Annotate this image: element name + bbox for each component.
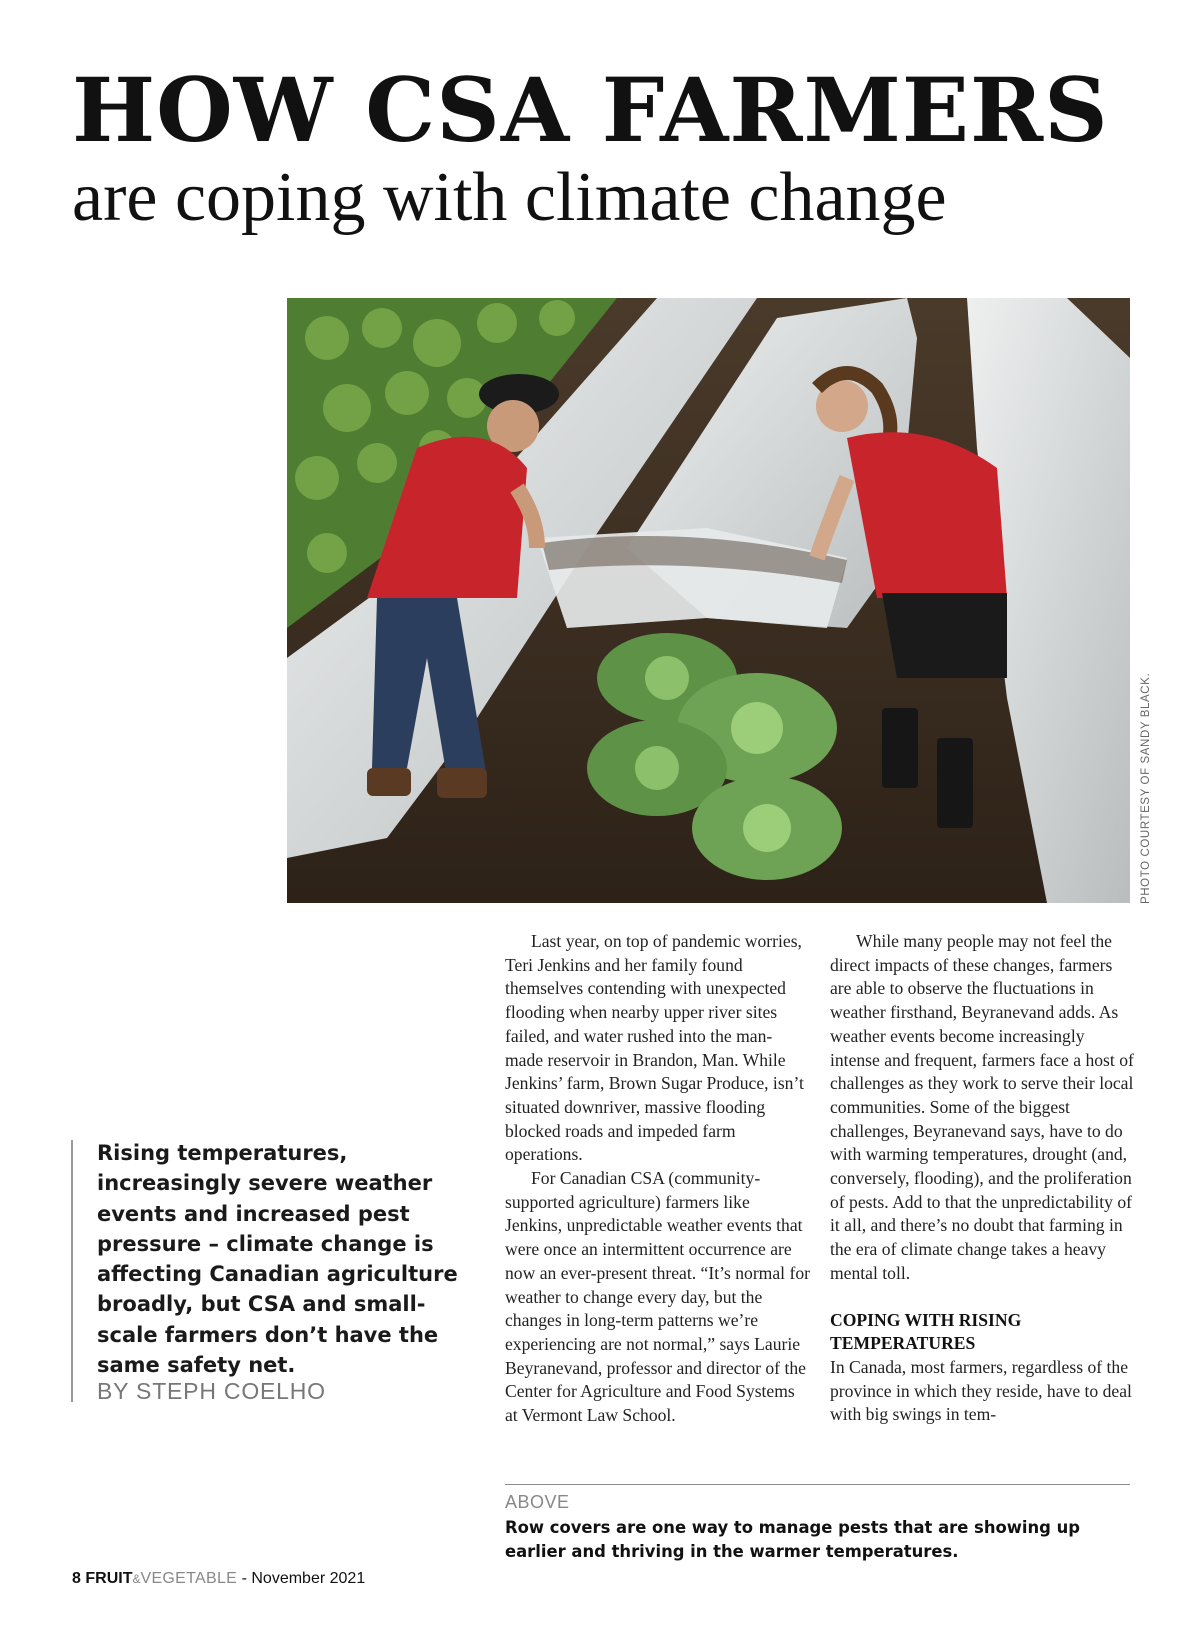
magazine-name-fruit: FRUIT	[85, 1570, 133, 1587]
body-column-right	[830, 930, 1135, 1427]
photo-credit: PHOTO COURTESY OF SANDY BLACK.	[1140, 672, 1152, 904]
byline: BY STEPH COELHO	[97, 1378, 326, 1404]
body-column-left	[505, 930, 810, 1428]
body-paragraph: Last year, on top of pandemic worries, Teri Jenkins and her family found themselves contending with unexpected flooding when nearby upper river sites failed, and water rushed into the man-made reservoir in Brandon, Man. While Jenkins’ farm, Brown Sugar Produce, isn’t situated downriver, massive flooding blocked roads and impeded farm operations.	[505, 931, 804, 1165]
deck-rule	[71, 1140, 73, 1402]
subheadline: are coping with climate change	[72, 159, 947, 236]
article-photo	[287, 298, 1130, 903]
magazine-name-vegetable: VEGETABLE	[140, 1570, 238, 1587]
headline: HOW CSA FARMERS	[72, 58, 1109, 162]
page-footer	[72, 1570, 365, 1588]
farmers-row-cover-illustration	[287, 298, 1130, 903]
page-number: 8	[72, 1570, 81, 1587]
article-deck: Rising temperatures, increasingly severe weather events and increased pest pressure – climate change is affecting Canadian agriculture broadly, but CSA and small-scale farmers don’t have the same safety net.	[97, 1141, 458, 1378]
caption-label: ABOVE	[505, 1492, 570, 1512]
section-heading: COPING WITH RISING TEMPERATURES	[830, 1309, 1022, 1354]
issue-date: November 2021	[251, 1570, 366, 1587]
photo-caption: Row covers are one way to manage pests that are showing up earlier and thriving in the warmer temperatures.	[505, 1518, 1081, 1561]
caption-rule	[505, 1484, 1130, 1485]
body-paragraph: While many people may not feel the direct impacts of these changes, farmers are able to observe the fluctuations in weather firsthand, Beyranevand adds. As weather events become increasingly intense and frequent, farmers face a host of challenges as they work to serve their local communities. Some of the biggest challenges, Beyranevand says, have to do with warming temperatures, drought (and, conversely, flooding), and the proliferation of pests. Add to that the unpredictability of it all, and there’s no doubt that farming in the era of climate change takes a heavy mental toll.	[830, 931, 1134, 1283]
footer-separator: -	[237, 1570, 252, 1587]
body-paragraph: In Canada, most farmers, regardless of the province in which they reside, have to deal with big swings in tem-	[830, 1356, 1132, 1425]
body-paragraph: For Canadian CSA (community-supported agriculture) farmers like Jenkins, unpredictable weather events that were once an intermittent occurrence are now an ever-present threat. “It’s normal for weather to change every day, but the changes in long-term patterns we’re experiencing are not normal,” says Laurie Beyranevand, professor and director of the Center for Agriculture and Food Systems at Vermont Law School.	[505, 1168, 810, 1426]
magazine-name-amp: &	[132, 1572, 141, 1586]
